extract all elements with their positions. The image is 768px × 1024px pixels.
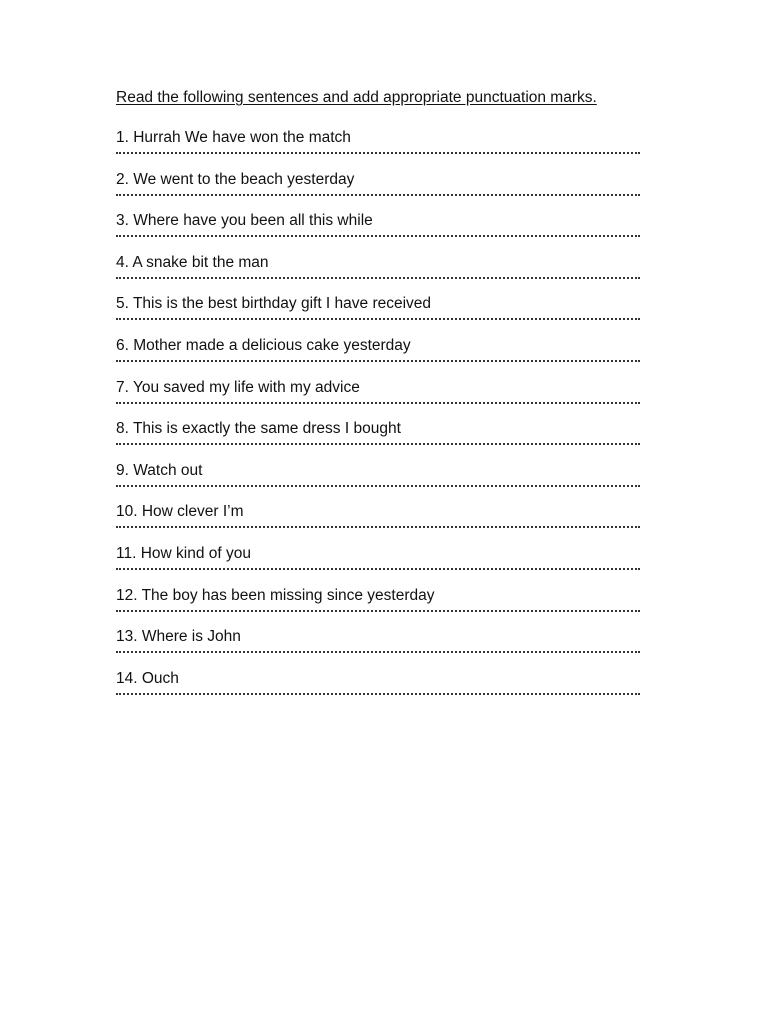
answer-line[interactable] (116, 360, 640, 362)
list-item (116, 253, 644, 295)
list-item (116, 211, 644, 253)
list-item (116, 669, 644, 711)
worksheet (116, 88, 644, 710)
sentence-text: 8. This is exactly the same dress I bought (116, 420, 401, 438)
sentence-text: 2. We went to the beach yesterday (116, 170, 355, 188)
sentence-text: 12. The boy has been missing since yesterday (116, 586, 435, 604)
list-item (116, 128, 644, 170)
sentence-text: 1. Hurrah We have won the match (116, 129, 351, 146)
answer-line[interactable] (116, 194, 640, 196)
sentence-text: 11. How kind of you (116, 544, 251, 562)
list-item (116, 544, 644, 586)
sentence-list (116, 128, 644, 710)
answer-line[interactable] (116, 485, 640, 487)
sentence-text: 7. You saved my life with my advice (116, 378, 360, 396)
list-item (116, 502, 644, 544)
answer-line[interactable] (116, 318, 640, 320)
answer-line[interactable] (116, 651, 640, 653)
answer-line[interactable] (116, 402, 640, 404)
answer-line[interactable] (116, 526, 640, 528)
list-item (116, 170, 644, 212)
list-item (116, 627, 644, 669)
sentence-text: 14. Ouch (116, 669, 179, 687)
answer-line[interactable] (116, 443, 640, 445)
list-item (116, 586, 644, 628)
answer-line[interactable] (116, 235, 640, 237)
sentence-text: 4. A snake bit the man (116, 253, 269, 271)
answer-line[interactable] (116, 610, 640, 612)
list-item (116, 461, 644, 503)
answer-line[interactable] (116, 568, 640, 570)
list-item (116, 378, 644, 420)
sentence-text: 3. Where have you been all this while (116, 212, 373, 230)
list-item (116, 419, 644, 461)
sentence-text: 6. Mother made a delicious cake yesterday (116, 336, 411, 354)
sentence-text: 13. Where is John (116, 628, 241, 646)
list-item (116, 294, 644, 336)
answer-line[interactable] (116, 277, 640, 279)
sentence-text: 10. How clever I’m (116, 503, 244, 521)
sentence-text: 9. Watch out (116, 461, 203, 479)
answer-line[interactable] (116, 152, 640, 154)
instruction-heading: Read the following sentences and add appropriate punctuation marks. (116, 89, 597, 106)
answer-line[interactable] (116, 693, 640, 695)
sentence-text: 5. This is the best birthday gift I have received (116, 295, 432, 313)
list-item (116, 336, 644, 378)
